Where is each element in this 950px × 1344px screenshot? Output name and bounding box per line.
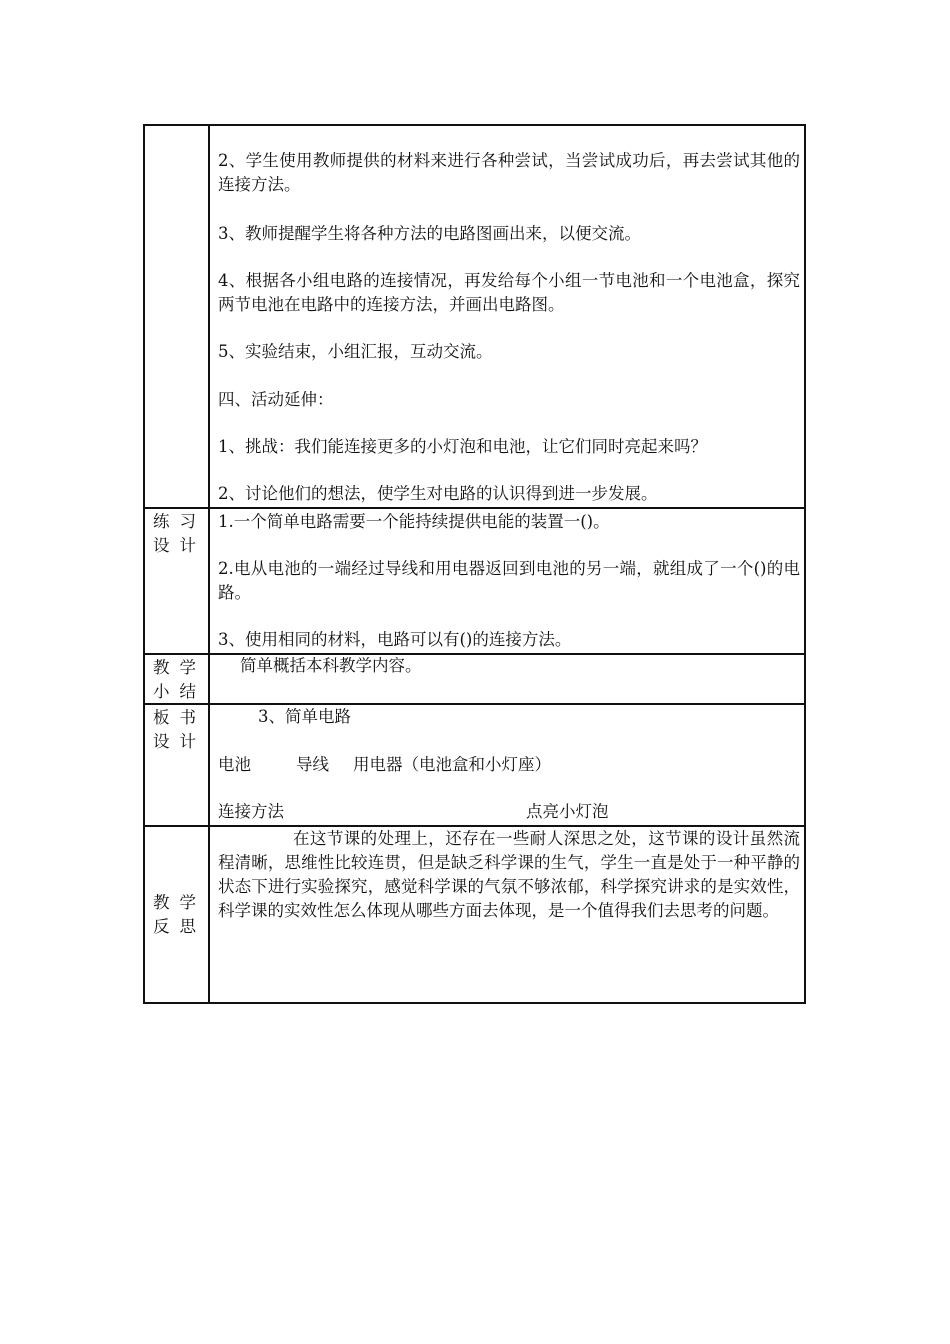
procedure-item: 2、讨论他们的想法，使学生对电路的认识得到进一步发展。 (218, 484, 658, 503)
summary-label-line2: 小结 (153, 682, 206, 701)
reflection-label-line2: 反思 (153, 917, 206, 936)
board-title: 3、简单电路 (258, 707, 351, 726)
board-label-line2: 设计 (153, 732, 206, 751)
board-appliance: 用电器（电池盒和小灯座） (353, 755, 551, 774)
board-battery: 电池 (218, 755, 251, 774)
reflection-text: 在这节课的处理上，还存在一些耐人深思之处，这节课的设计虽然流程清晰，思维性比较连贯，但是缺乏科学课的生气，学生一直是处于一种平静的状态下进行实验探究，感觉科学课的气氛不够浓郁，科学探究讲求的是实效性，科学课的实效性怎么体现从哪些方面去体现，是一个值得我们去思考的问题。 (218, 829, 800, 920)
table-top-border (143, 124, 806, 126)
exercise-item: 1.一个简单电路需要一个能持续提供电能的装置一()。 (218, 512, 610, 531)
row-divider (143, 703, 806, 705)
procedure-item: 5、实验结束，小组汇报，互动交流。 (218, 342, 493, 361)
procedure-item: 1、挑战：我们能连接更多的小灯泡和电池，让它们同时亮起来吗？ (218, 437, 707, 456)
section-heading: 四、活动延伸： (218, 390, 334, 409)
exercise-label-line2: 设计 (153, 536, 206, 555)
procedure-item: 2、学生使用教师提供的材料来进行各种尝试，当尝试成功后，再去尝试其他的连接方法。 (218, 151, 800, 194)
board-label-line1: 板书 (153, 708, 206, 727)
summary-text: 简单概括本科教学内容。 (240, 656, 422, 675)
board-wire: 导线 (296, 755, 329, 774)
exercise-label-line1: 练习 (153, 512, 206, 531)
exercise-item: 3、使用相同的材料，电路可以有()的连接方法。 (218, 630, 572, 649)
summary-label-line1: 教学 (153, 658, 206, 677)
reflection-label-line1: 教学 (153, 893, 206, 912)
procedure-item: 4、根据各小组电路的连接情况，再发给每个小组一节电池和一个电池盒，探究两节电池在电路中的连接方法，并画出电路图。 (218, 271, 800, 314)
table-left-border (143, 124, 145, 1004)
row-divider (143, 507, 806, 509)
lesson-plan-table (143, 124, 806, 1004)
column-divider (208, 124, 210, 1004)
exercise-item: 2.电从电池的一端经过导线和用电器返回到电池的另一端，就组成了一个()的电路。 (218, 559, 800, 602)
board-light-bulb: 点亮小灯泡 (526, 802, 609, 821)
table-right-border (804, 124, 806, 1004)
procedure-item: 3、教师提醒学生将各种方法的电路图画出来，以便交流。 (218, 224, 641, 243)
board-connect-method: 连接方法 (218, 802, 284, 821)
table-bottom-border (143, 1002, 806, 1004)
